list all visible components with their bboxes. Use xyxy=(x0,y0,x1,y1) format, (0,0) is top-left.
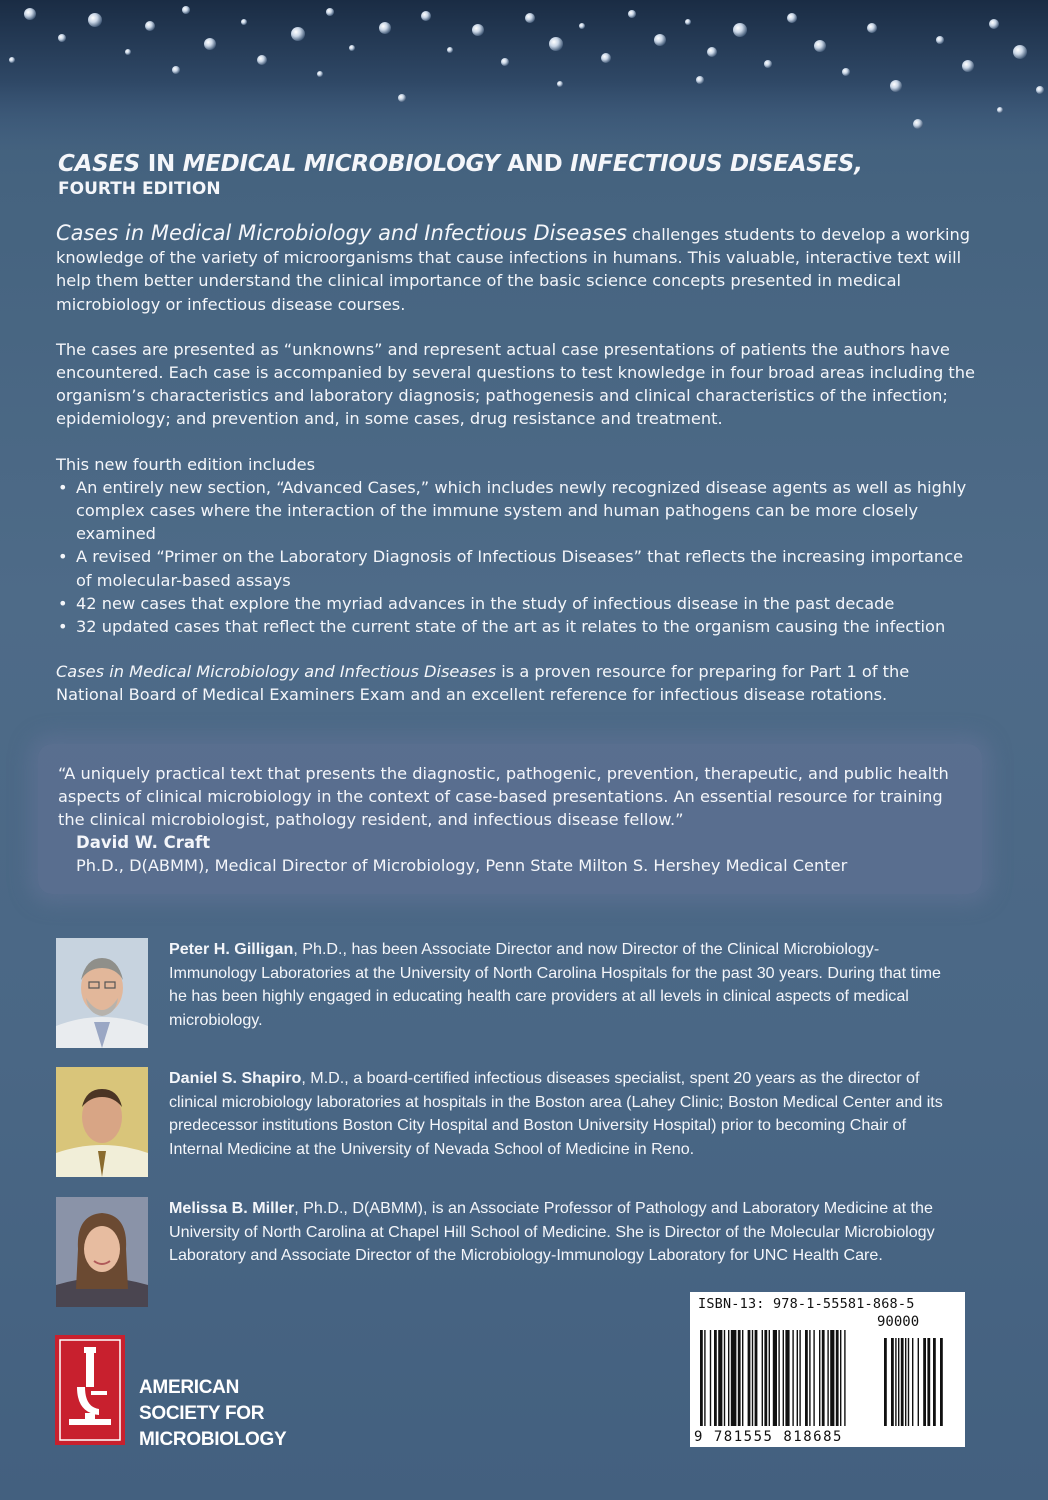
barcode-bar xyxy=(783,1330,784,1426)
barcode-bar xyxy=(710,1330,711,1426)
endorser-credentials: Ph.D., D(ABMM), Medical Director of Microbiology, Penn State Milton S. Hershey Medical Center xyxy=(76,856,848,875)
list-item: • 42 new cases that explore the myriad advances in the study of infectious disease in the past decade xyxy=(58,593,895,613)
price-bar xyxy=(891,1338,894,1426)
barcode-bar xyxy=(718,1330,722,1426)
author-bio: Melissa B. Miller, Ph.D., D(ABMM), is an Associate Professor of Pathology and Laboratory Medicine at the University of North Carolina at Chapel Hill School of Medicine. She is Director of the Molecular Microbiology Laboratory and Associate Director of the Microbiology-Immunology Laboratory for UNC Health Care. xyxy=(169,1199,935,1264)
price-bar xyxy=(940,1338,943,1426)
endorser-name: David W. Craft xyxy=(76,833,211,852)
barcode-bar xyxy=(704,1330,705,1426)
author-bio: Peter H. Gilligan, Ph.D., has been Associate Director and now Director of the Clinical Microbiology-Immunology Laboratories at the University of North Carolina Hospitals for the past 30 years. During that time he has been highly engaged in educating health care providers at all levels in clinical aspects of medical microbiology. xyxy=(169,940,941,1029)
resource-paragraph: Cases in Medical Microbiology and Infectious Diseases is a proven resource for preparing for Part 1 of the National Board of Medical Examiners Exam and an excellent reference for infectious disease rotations. xyxy=(56,662,910,705)
barcode-bar xyxy=(785,1330,789,1426)
barcode-bar xyxy=(764,1330,767,1426)
author-photo xyxy=(56,1067,148,1177)
price-bar xyxy=(895,1338,896,1426)
publisher-name: AMERICAN SOCIETY FOR MICROBIOLOGY xyxy=(139,1377,287,1450)
author-bio: Daniel S. Shapiro, M.D., a board-certified infectious diseases specialist, spent 20 years as the director of clinical microbiology laboratories at hospitals in the Boston area (Lahey Clinic; Boston Medical Center and its predecessor institutions Boston City Hospital and Boston University Hospital) prior to becoming Chair of Internal Medicine at the University of Nevada School of Medicine in Reno. xyxy=(169,1069,943,1158)
list-item: • 32 updated cases that reflect the current state of the art as it relates to the organism causing the infection xyxy=(58,617,946,637)
barcode-bar xyxy=(792,1330,793,1426)
barcode-bar xyxy=(748,1330,751,1426)
barcode-bar xyxy=(840,1330,841,1426)
price-bar xyxy=(912,1338,913,1426)
price-bar xyxy=(898,1338,899,1426)
book-heading xyxy=(58,150,1018,200)
barcode-bar xyxy=(778,1330,779,1426)
price-bar xyxy=(923,1338,926,1426)
price-bar xyxy=(901,1338,904,1426)
cases-paragraph: The cases are presented as “unknowns” and represent actual case presentations of patients the authors have encountered. Each case is accompanied by several questions to test knowledge in four broad areas including the organism’s characteristics and laboratory diagnosis; pathogenesis and clinical characteristics of the infection; epidemiology; and prevention and, in some cases, drug resistance and treatment. xyxy=(56,339,975,429)
barcode-bar xyxy=(830,1330,834,1426)
barcode-bar xyxy=(714,1330,717,1426)
list-item: • A revised “Primer on the Laboratory Diagnosis of Infectious Diseases” that reflects the increasing importance of molecular-based assays xyxy=(58,547,964,590)
barcode-bars xyxy=(698,1330,958,1428)
barcode-bar xyxy=(799,1330,800,1426)
barcode-bar xyxy=(769,1330,770,1426)
ean-digits: 9 781555 818685 xyxy=(694,1429,843,1445)
author-photo xyxy=(56,938,148,1048)
price-bar xyxy=(908,1338,909,1426)
barcode-bar xyxy=(738,1330,741,1426)
barcode-bar xyxy=(836,1330,839,1426)
book-title: CASES IN MEDICAL MICROBIOLOGY AND INFECTIOUS DISEASES, xyxy=(58,151,863,177)
barcode-bar xyxy=(742,1330,743,1426)
barcode-bar xyxy=(752,1330,753,1426)
price-bar xyxy=(905,1338,906,1426)
barcode-bar xyxy=(809,1330,810,1426)
barcode-bar xyxy=(755,1330,758,1426)
description xyxy=(56,222,976,729)
price-bar xyxy=(927,1338,930,1426)
barcode-bar xyxy=(773,1330,777,1426)
barcode-bar xyxy=(731,1330,737,1426)
author-photo xyxy=(56,1197,148,1307)
barcode-bar xyxy=(797,1330,798,1426)
barcode-bar xyxy=(813,1330,814,1426)
publisher-logo xyxy=(55,1335,295,1450)
barcode-bar xyxy=(844,1330,845,1426)
price-code: 90000 xyxy=(877,1314,920,1330)
barcode-bar xyxy=(700,1330,703,1426)
microscope-icon xyxy=(55,1335,125,1445)
price-bar xyxy=(918,1338,919,1426)
isbn-label: ISBN-13: 978-1-55581-868-5 xyxy=(698,1296,915,1312)
book-edition: FOURTH EDITION xyxy=(58,179,221,199)
includes-lead: This new fourth edition includes xyxy=(56,454,316,474)
barcode-bar xyxy=(724,1330,725,1426)
price-bar xyxy=(933,1338,936,1426)
includes-list xyxy=(56,476,976,638)
isbn-barcode xyxy=(690,1292,965,1447)
barcode-bar xyxy=(728,1330,729,1426)
list-item: • An entirely new section, “Advanced Cases,” which includes newly recognized disease agents as well as highly complex cases where the interaction of the immune system and human pathogens can be more closely examined xyxy=(58,477,967,544)
barcode-bar xyxy=(805,1330,808,1426)
includes-section xyxy=(56,453,976,639)
price-bar xyxy=(884,1338,887,1426)
barcode-bar xyxy=(827,1330,828,1426)
barcode-bar xyxy=(822,1330,825,1426)
barcode-bar xyxy=(762,1330,763,1426)
endorsement-quote: “A uniquely practical text that presents the diagnostic, pathogenic, prevention, therapeutic, and public health aspects of clinical microbiology in the context of case-based presentations. An essential resource for training the clinical microbiologist, pathology resident, and infectious disease fellow.” xyxy=(58,764,949,829)
barcode-bar xyxy=(819,1330,820,1426)
water-droplets-banner xyxy=(0,0,1048,150)
intro-paragraph: Cases in Medical Microbiology and Infectious Diseases challenges students to develop a working knowledge of the variety of microorganisms that cause infections in humans. This valuable, interactive text will help them better understand the clinical importance of the basic science concepts presented in medical microbiology or infectious disease courses. xyxy=(56,221,970,314)
endorsement xyxy=(58,762,958,877)
